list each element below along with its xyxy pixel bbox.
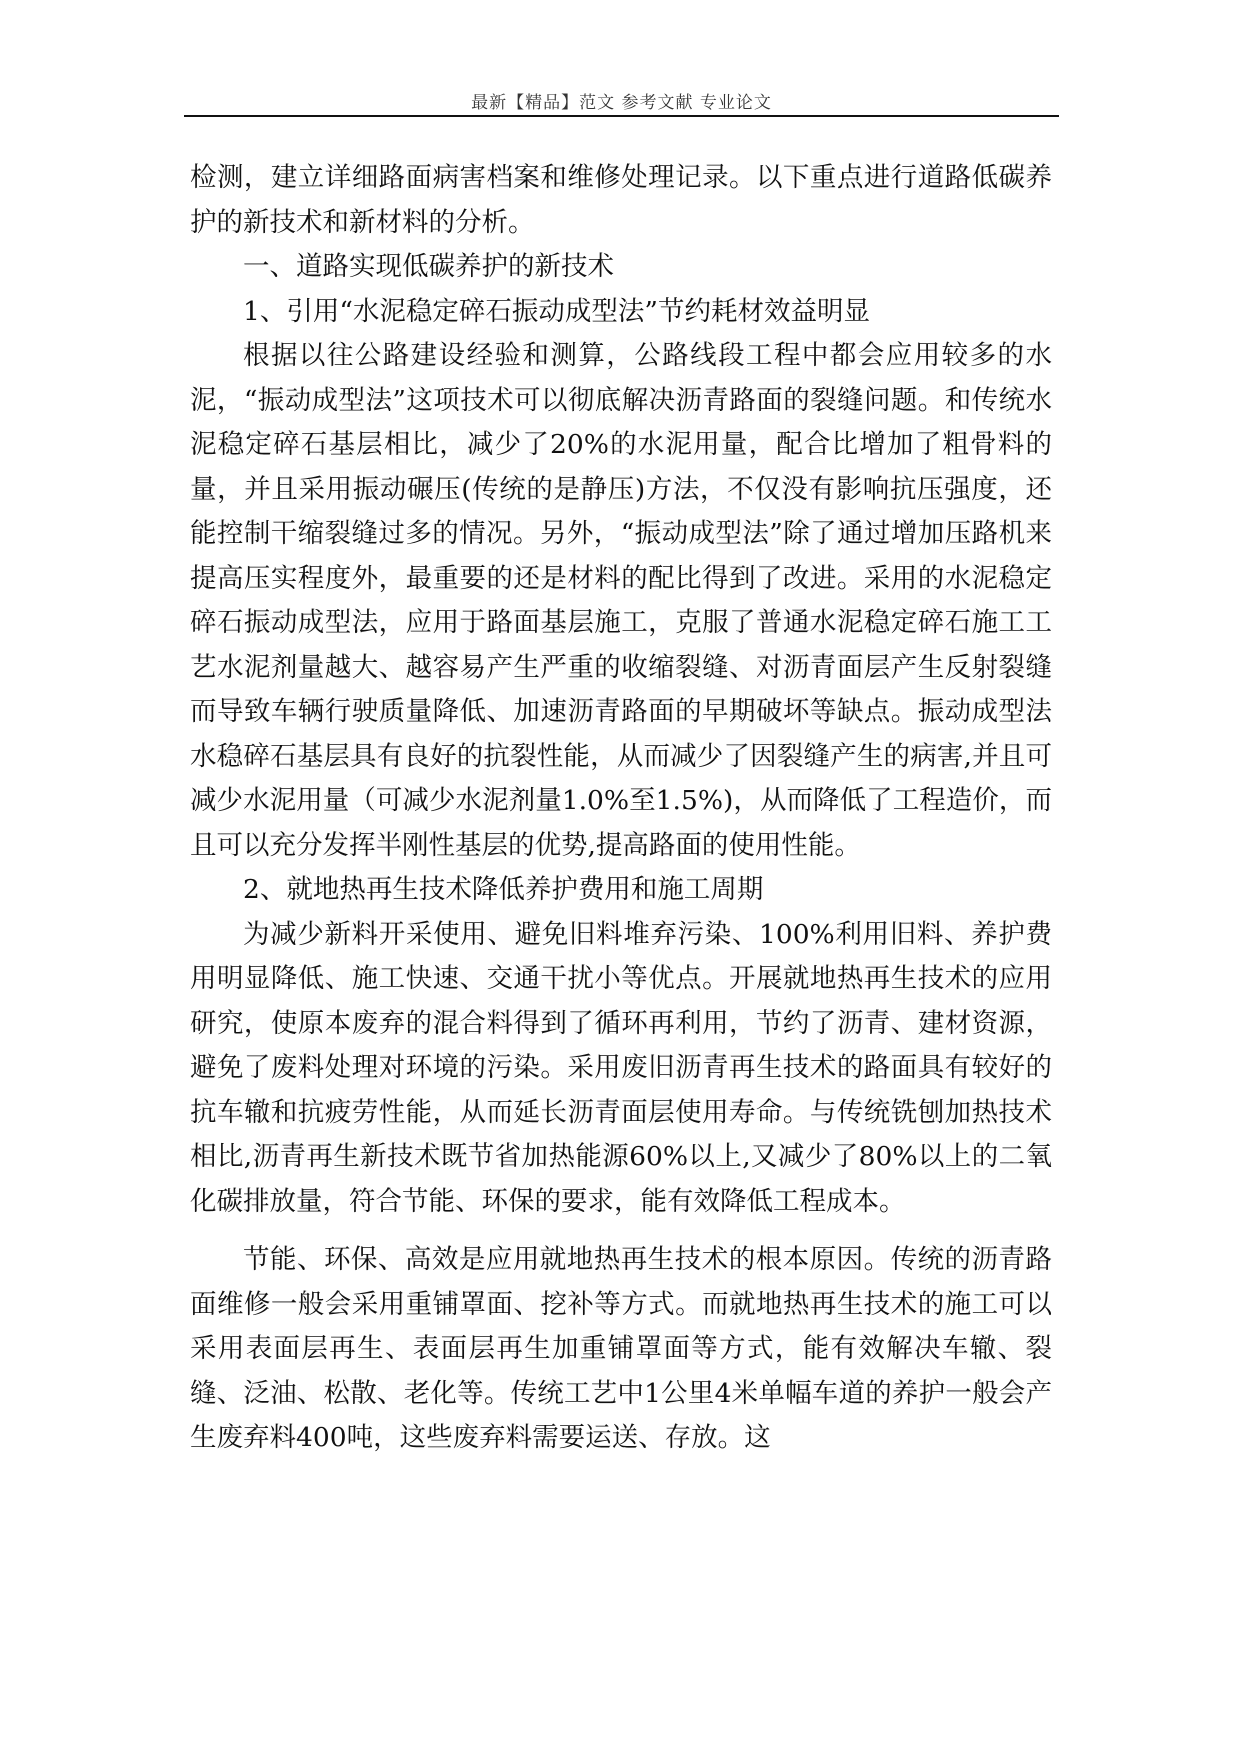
paragraph-continuation: 检测，建立详细路面病害档案和维修处理记录。以下重点进行道路低碳养护的新技术和新材料的分析。 xyxy=(190,162,1052,238)
header-divider xyxy=(184,115,1059,117)
page-header: 最新【精品】范文 参考文献 专业论文 xyxy=(471,93,772,113)
document-body xyxy=(190,156,1052,1461)
paragraph-energy-saving: 节能、环保、高效是应用就地热再生技术的根本原因。传统的沥青路面维修一般会采用重铺罩面、挖补等方式。而就地热再生技术的施工可以采用表面层再生、表面层再生加重铺罩面等方式，能有效解决车辙、裂缝、泛油、松散、老化等。传统工艺中1公里4米单幅车道的养护一般会产生废弃料400吨，这些废弃料需要运送、存放。这 xyxy=(190,1244,1052,1453)
section-heading: 一、道路实现低碳养护的新技术 xyxy=(243,251,614,282)
paragraph-hot-recycling: 为减少新料开采使用、避免旧料堆弃污染、100%利用旧料、养护费用明显降低、施工快速、交通干扰小等优点。开展就地热再生技术的应用研究，使原本废弃的混合料得到了循环再利用，节约了沥青、建材资源，避免了废料处理对环境的污染。采用废旧沥青再生技术的路面具有较好的抗车辙和抗疲劳性能，从而延长沥青面层使用寿命。与传统铣刨加热技术相比,沥青再生新技术既节省加热能源60%以上,又减少了80%以上的二氧化碳排放量，符合节能、环保的要求，能有效降低工程成本。 xyxy=(190,918,1052,1217)
subsection-heading-1: 1、引用“水泥稳定碎石振动成型法”节约耗材效益明显 xyxy=(243,295,870,327)
paragraph-vibration-molding: 根据以往公路建设经验和测算，公路线段工程中都会应用较多的水泥，“振动成型法”这项技术可以彻底解决沥青路面的裂缝问题。和传统水泥稳定碎石基层相比，减少了20%的水泥用量，配合比增加了粗骨料的量，并且采用振动碾压(传统的是静压)方法，不仅没有影响抗压强度，还能控制干缩裂缝过多的情况。另外，“振动成型法”除了通过增加压路机来提高压实程度外，最重要的还是材料的配比得到了改进。采用的水泥稳定碎石振动成型法，应用于路面基层施工，克服了普通水泥稳定碎石施工工艺水泥剂量越大、越容易产生严重的收缩裂缝、对沥青面层产生反射裂缝而导致车辆行驶质量降低、加速沥青路面的早期破坏等缺点。振动成型法水稳碎石基层具有良好的抗裂性能，从而减少了因裂缝产生的病害,并且可减少水泥用量（可减少水泥剂量1.0%至1.5%)，从而降低了工程造价，而且可以充分发挥半刚性基层的优势,提高路面的使用性能。 xyxy=(190,340,1052,861)
subsection-heading-2: 2、就地热再生技术降低养护费用和施工周期 xyxy=(243,874,764,905)
